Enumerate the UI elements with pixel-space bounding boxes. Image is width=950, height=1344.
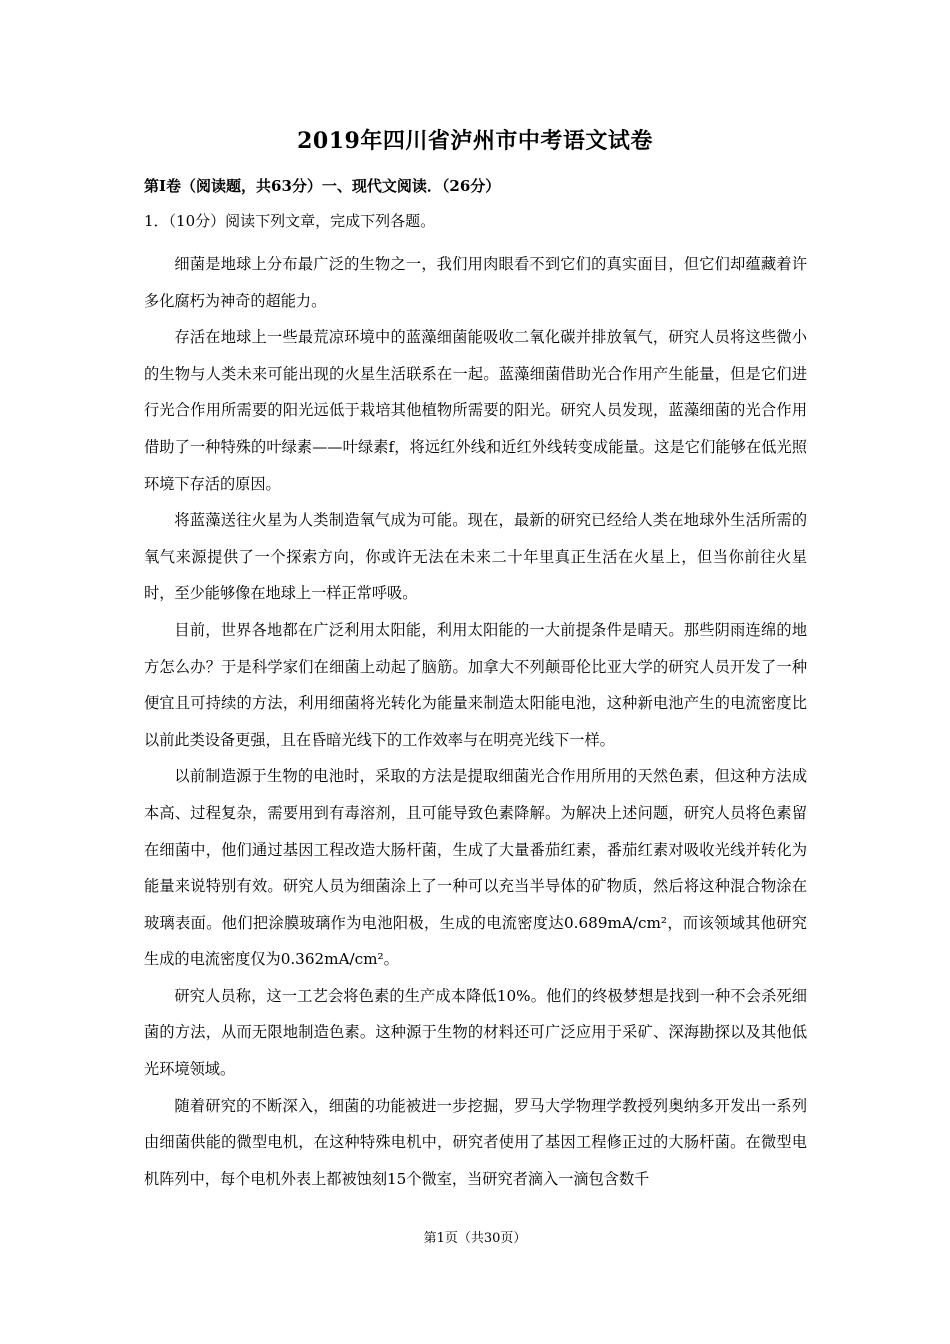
- article-body: [144, 246, 807, 1197]
- paragraph: 将蓝藻送往火星为人类制造氧气成为可能。现在，最新的研究已经给人类在地球外生活所需的氧气来源提供了一个探索方向，你或许无法在未来二十年里真正生活在火星上，但当你前往火星时，至少能够像在地球上一样正常呼吸。: [144, 511, 807, 603]
- paragraph: 随着研究的不断深入，细菌的功能被进一步挖掘，罗马大学物理学教授列奥纳多开发出一系列由细菌供能的微型电机，在这种特殊电机中，研究者使用了基因工程修正过的大肠杆菌。在微型电机阵列中，每个电机外表上都被蚀刻15个微室，当研究者滴入一滴包含数千: [144, 1096, 807, 1188]
- paragraph: 存活在地球上一些最荒凉环境中的蓝藻细菌能吸收二氧化碳并排放氧气，研究人员将这些微小的生物与人类未来可能出现的火星生活联系在一起。蓝藻细菌借助光合作用产生能量，但是它们进行光合作用所需要的阳光远低于栽培其他植物所需要的阳光。研究人员发现，蓝藻细菌的光合作用借助了一种特殊的叶绿素——叶绿素f，将远红外线和近红外线转变成能量。这是它们能够在低光照环境下存活的原因。: [144, 328, 807, 493]
- question-prompt: 1．（10分）阅读下列文章，完成下列各题。: [144, 212, 436, 230]
- page-footer: 第1页（共30页）: [423, 1231, 527, 1246]
- paragraph: 目前，世界各地都在广泛利用太阳能，利用太阳能的一大前提条件是晴天。那些阴雨连绵的地方怎么办？于是科学家们在细菌上动起了脑筋。加拿大不列颠哥伦比亚大学的研究人员开发了一种便宜且可持续的方法，利用细菌将光转化为能量来制造太阳能电池，这种新电池产生的电流密度比以前此类设备更强，且在昏暗光线下的工作效率与在明亮光线下一样。: [144, 620, 807, 749]
- paragraph: 细菌是地球上分布最广泛的生物之一，我们用肉眼看不到它们的真实面目，但它们却蕴藏着许多化腐朽为神奇的超能力。: [144, 255, 807, 310]
- paragraph: 研究人员称，这一工艺会将色素的生产成本降低10%。他们的终极梦想是找到一种不会杀死细菌的方法，从而无限地制造色素。这种源于生物的材料还可广泛应用于采矿、深海勘探以及其他低光环境领域。: [144, 986, 807, 1079]
- paragraph: 以前制造源于生物的电池时，采取的方法是提取细菌光合作用所用的天然色素，但这种方法成本高、过程复杂，需要用到有毒溶剂，且可能导致色素降解。为解决上述问题，研究人员将色素留在细菌中，他们通过基因工程改造大肠杆菌，生成了大量番茄红素，番茄红素对吸收光线并转化为能量来说特别有效。研究人员为细菌涂上了一种可以充当半导体的矿物质，然后将这种混合物涂在玻璃表面。他们把涂膜玻璃作为电池阳极，生成的电流密度达0.689mA/cm²，而该领域其他研究生成的电流密度仅为0.362mA/cm²。: [144, 767, 807, 969]
- page-title: 2019年四川省泸州市中考语文试卷: [297, 128, 653, 154]
- section-heading: 第Ⅰ卷（阅读题，共63分）一、现代文阅读．（26分）: [144, 177, 501, 195]
